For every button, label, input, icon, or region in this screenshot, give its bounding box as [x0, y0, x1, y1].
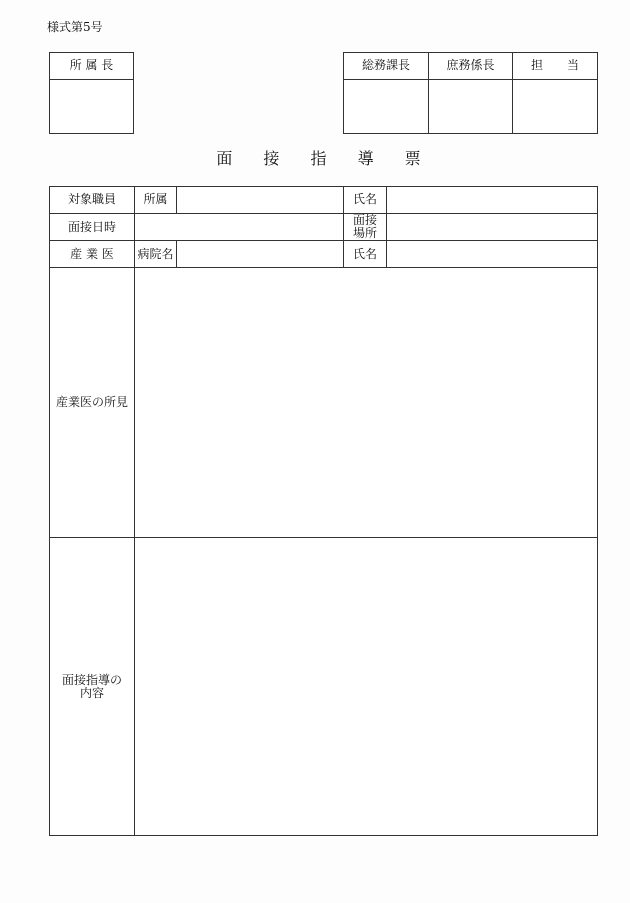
guidance-content-field[interactable] [135, 538, 598, 836]
label-guidance-content [50, 538, 135, 836]
approval-stamp-box-department-head[interactable] [50, 80, 134, 134]
label-guidance-content-line2: 内容 [79, 685, 104, 700]
approval-stamp-box-general-affairs-chief[interactable] [344, 80, 429, 134]
label-interview-place-line2: 場所 [352, 226, 377, 241]
label-affiliation: 所属 [135, 187, 177, 214]
label-physician-findings: 産業医の所見 [50, 268, 135, 538]
interview-datetime-field[interactable] [135, 214, 344, 241]
approval-stamp-left [49, 52, 134, 134]
approval-stamp-box-clerical-chief[interactable] [429, 80, 513, 134]
interview-place-field[interactable] [387, 214, 598, 241]
label-target-employee: 対象職員 [50, 187, 135, 214]
approval-stamp-right [343, 52, 598, 134]
label-hospital-name: 病院名 [135, 241, 177, 268]
approval-header-department-head: 所 属 長 [50, 53, 134, 80]
physician-name-field[interactable] [387, 241, 598, 268]
approval-header-person-in-charge: 担 当 [513, 53, 598, 80]
label-name: 氏名 [344, 187, 387, 214]
form-number: 様式第5号 [47, 20, 103, 34]
label-interview-place [344, 214, 387, 241]
approval-stamp-box-person-in-charge[interactable] [513, 80, 598, 134]
label-interview-place-line1: 面接 [352, 213, 377, 227]
label-physician-name: 氏名 [344, 241, 387, 268]
interview-form-table [49, 186, 598, 836]
form-title: 面 接 指 導 票 [216, 149, 434, 168]
label-interview-datetime: 面接日時 [50, 214, 135, 241]
employee-name-field[interactable] [387, 187, 598, 214]
physician-findings-field[interactable] [135, 268, 598, 538]
label-occupational-physician: 産 業 医 [50, 241, 135, 268]
approval-header-general-affairs-chief: 総務課長 [344, 53, 429, 80]
approval-header-clerical-chief: 庶務係長 [429, 53, 513, 80]
affiliation-field[interactable] [177, 187, 344, 214]
hospital-name-field[interactable] [177, 241, 344, 268]
label-guidance-content-line1: 面接指導の [61, 672, 122, 687]
